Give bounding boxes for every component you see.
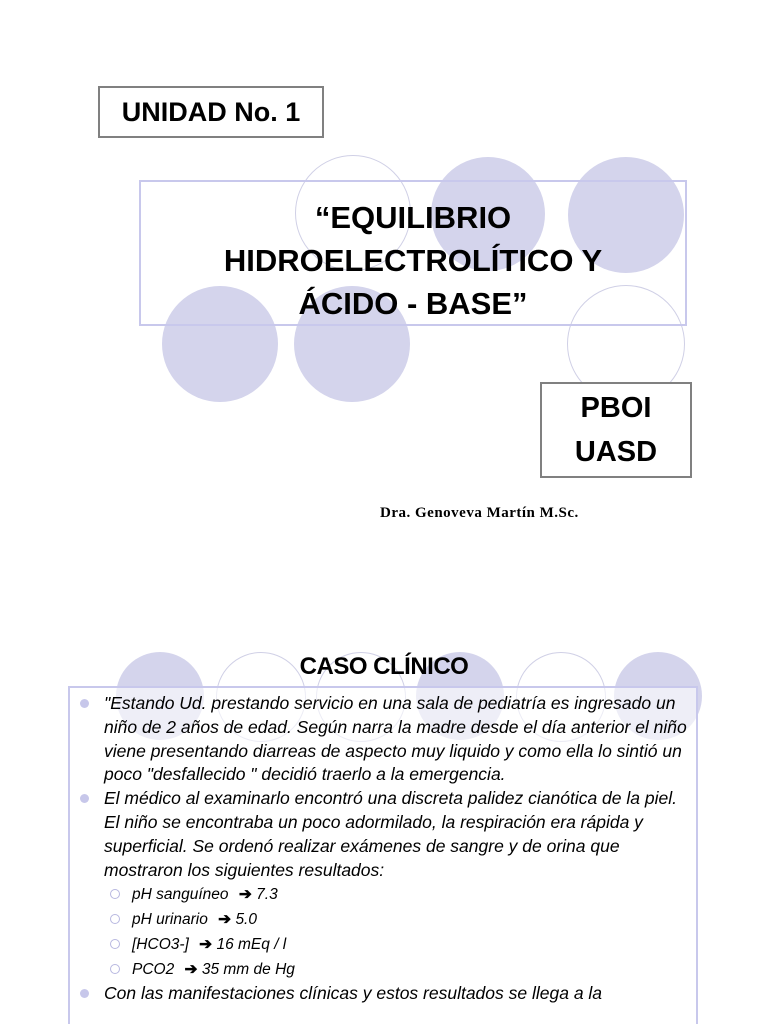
- bullet-icon: [80, 989, 89, 998]
- title-line: HIDROELECTROLÍTICO Y: [223, 243, 603, 278]
- bullet-text: "Estando Ud. prestando servicio en una sala de pediatría es ingresado un niño de 2 años de edad. Según narra la madre desde el día anterior el niño viene presentando diarreas de aspecto muy liquido y como ella lo sintió un poco "desfallecido " decidió traerlo a la emergencia.: [104, 693, 687, 785]
- sub-bullet-icon: [110, 889, 120, 899]
- case-title: CASO CLÍNICO: [299, 653, 469, 680]
- case-slide: [0, 620, 768, 1024]
- result-item: [78, 907, 688, 932]
- arrow-icon: ➔: [199, 936, 213, 954]
- title-line: “EQUILIBRIO: [314, 200, 512, 235]
- result-label: [HCO3-]: [132, 936, 189, 954]
- arrow-icon: ➔: [238, 886, 252, 904]
- bullet-item: [78, 692, 688, 787]
- bullet-text: Con las manifestaciones clínicas y estos resultados se llega a la: [104, 983, 603, 1004]
- arrow-icon: ➔: [218, 911, 232, 929]
- slide-title: [139, 196, 687, 325]
- result-label: pH urinario: [132, 911, 208, 929]
- bullet-text: El médico al examinarlo encontró una discreta palidez cianótica de la piel. El niño se encontraba un poco adormilado, la respiración era rápida y superficial. Se ordenó realizar exámenes de sangre y de orina que mostraron los siguientes resultados:: [104, 788, 677, 880]
- result-item: [78, 932, 688, 957]
- result-value: 7.3: [256, 886, 278, 904]
- case-bullets: [78, 692, 688, 1006]
- arrow-icon: ➔: [184, 961, 198, 979]
- program-line: PBOI: [580, 392, 652, 424]
- title-line: ÁCIDO - BASE”: [298, 286, 528, 321]
- author-name: Dra. Genoveva Martín M.Sc.: [380, 505, 579, 521]
- result-item: [78, 957, 688, 982]
- result-item: [78, 882, 688, 907]
- bullet-icon: [80, 699, 89, 708]
- sub-bullet-icon: [110, 964, 120, 974]
- bullet-item: [78, 787, 688, 882]
- bullet-icon: [80, 794, 89, 803]
- unit-label: UNIDAD No. 1: [98, 86, 324, 138]
- sub-bullet-icon: [110, 914, 120, 924]
- bullet-item: [78, 982, 688, 1006]
- program-box: [540, 382, 692, 478]
- result-label: PCO2: [132, 961, 175, 979]
- result-value: 16 mEq / l: [216, 936, 287, 954]
- sub-bullet-icon: [110, 939, 120, 949]
- result-label: pH sanguíneo: [132, 886, 229, 904]
- result-value: 5.0: [235, 911, 257, 929]
- result-value: 35 mm de Hg: [201, 961, 295, 979]
- program-line: UASD: [574, 436, 658, 468]
